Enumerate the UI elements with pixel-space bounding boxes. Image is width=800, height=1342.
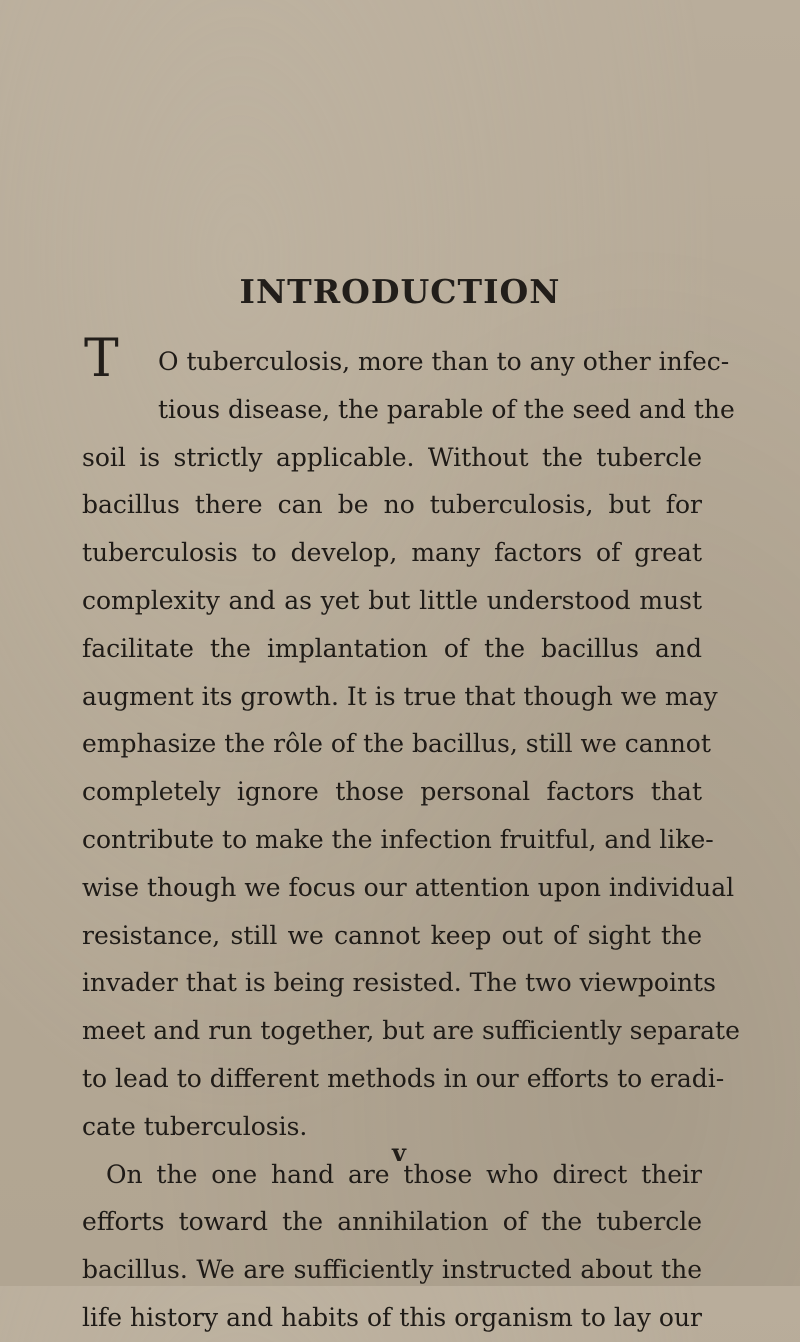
text-line: bacillus. We are sufficiently instructed about the (82, 1255, 702, 1285)
text-line: soil is strictly applicable. Without the tubercle (82, 442, 702, 472)
text-line: resistance, still we cannot keep out of sight the (82, 920, 702, 950)
text-line: contribute to make the infection fruitful, and like- (82, 824, 714, 854)
text-line: completely ignore those personal factors that (82, 777, 702, 807)
text-line: invader that is being resisted. The two viewpoints (82, 968, 716, 998)
chapter-heading: INTRODUCTION (239, 272, 561, 311)
text-line: bacillus there can be no tuberculosis, but for (82, 490, 702, 520)
text-line: meet and run together, but are sufficiently separate (82, 1016, 740, 1046)
page-number: v (392, 1138, 406, 1167)
text-line: augment its growth. It is true that though we may (82, 681, 718, 711)
text-line: wise though we focus our attention upon individual (82, 872, 735, 902)
text-line: On the one hand are those who direct their (106, 1159, 702, 1189)
text-line: O tuberculosis, more than to any other infec- (158, 347, 730, 376)
text-line: emphasize the rôle of the bacillus, still we cannot (82, 729, 711, 759)
text-line: life history and habits of this organism to lay our (82, 1302, 702, 1332)
body-text (82, 338, 740, 1342)
text-line: facilitate the implantation of the bacillus and (82, 633, 702, 663)
text-line: complexity and as yet but little understood must (82, 585, 702, 615)
text-line: to lead to different methods in our efforts to eradi- (82, 1063, 725, 1093)
text-line: tuberculosis to develop, many factors of great (82, 538, 702, 568)
text-line: cate tuberculosis. (82, 1111, 308, 1141)
text-line: efforts toward the annihilation of the tubercle (82, 1207, 702, 1237)
drop-cap: T (84, 329, 119, 389)
text-line: tious disease, the parable of the seed and the (158, 394, 735, 424)
